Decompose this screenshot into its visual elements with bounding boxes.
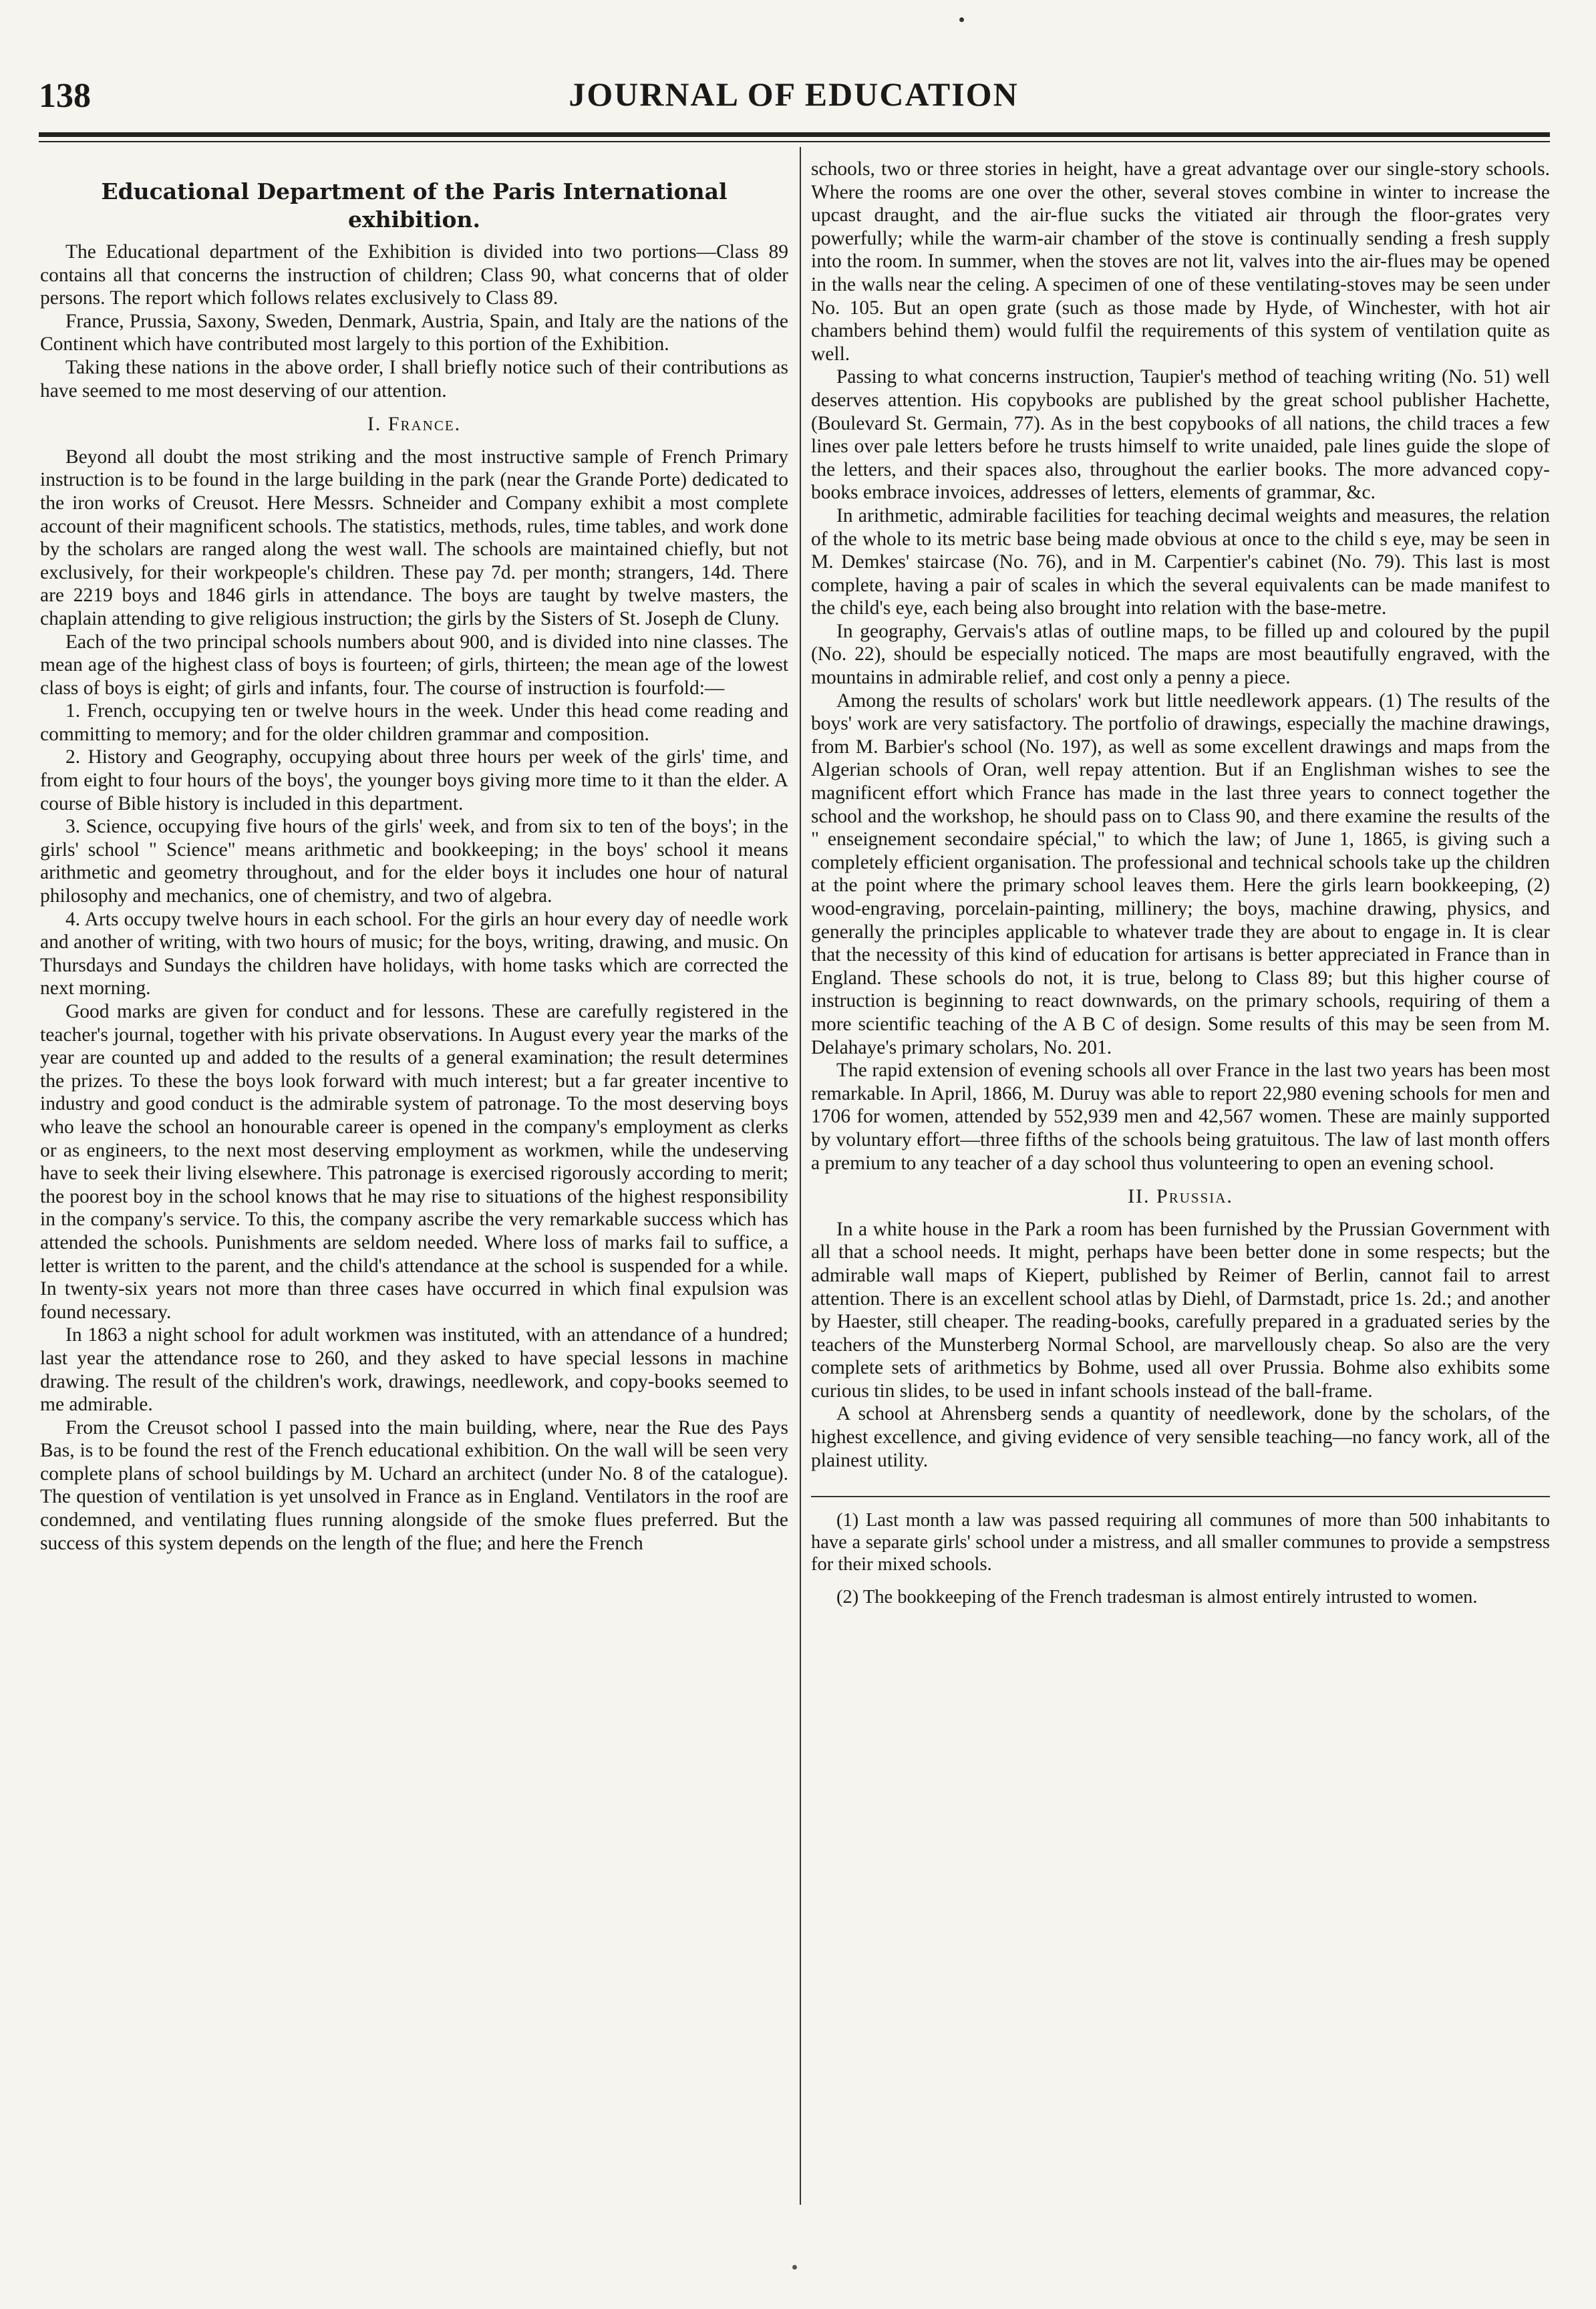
paragraph: Taking these nations in the above order, I shall briefly notice such of their contributions as have seemed to me most deserving of our attention. [40,356,788,402]
footnote: (1) Last month a law was passed requiring all communes of more than 500 inhabitants to have a separate girls' school under a mistress, and all smaller communes to provide a sempstress for their mixed schools. [811,1510,1550,1575]
paragraph: In a white house in the Park a room has been furnished by the Prussian Government with all that a school needs. It might, perhaps have been better done in some respects; but the admirable wall maps of Kiepert, published by Reimer of Berlin, cannot fail to arrest attention. There is an excellent school atlas by Diehl, of Darmstadt, price 1s. 2d.; and another by Haester, still cheaper. The reading-books, carefully prepared in a graduated series by the teachers of the Munsterberg Normal School, are marvellously cheap. So also are the very complete sets of arithmetics by Bohme, used all over Prussia. Bohme also exhibits some curious tin slides, to be used in infant schools instead of the ball-frame. [811,1218,1550,1402]
section-heading-france: I. France. [367,413,462,436]
paragraph: The rapid extension of evening schools all over France in the last two years has been most remarkable. In April, 1866, M. Duruy was able to report 22,980 evening schools for men and 1706 for women, attended by 552,939 men and 42,567 women. These are mainly supported by voluntary effort—three fifths of the schools being gratuitous. The law of last month offers a premium to any teacher of a day school thus volunteering to open an evening school. [811,1060,1550,1174]
paragraph: Among the results of scholars' work but little needlework appears. (1) The results of the boys' work are very satisfactory. The portfolio of drawings, especially the machine drawings, from M. Barbier's school (No. 197), as well as some excellent drawings and maps from the Algerian schools of Oran, well repay attention. But if an Englishman wishes to see the magnificent effort which France has made in the last three years to connect together the school and the workshop, he should pass on to Class 90, and there examine the results of the " enseignement secondaire spécial," to which the law; of June 1, 1865, is giving such a completely efficient organisation. The professional and technical schools take up the children at the point where the primary school leaves them. Here the girls learn bookkeeping, (2) wood-engraving, porcelain-painting, millinery; the boys, machine drawing, physics, and generally the principles applicable to whatever trade they are about to engage in. It is clear that the necessity of this kind of education for artisans is better appreciated in France than in England. These schools do not, it is true, belong to Class 89; but this higher course of instruction is beginning to react downwards, on the primary schools, requiring of them a more scientific teaching of the A B C of design. Some results of this may be seen from M. Delahaye's primary scholars, No. 201. [811,689,1550,1058]
paragraph: In geography, Gervais's atlas of outline maps, to be filled up and coloured by the pupil (No. 22), should be especially noticed. The maps are most beautifully engraved, with the mountains in admirable relief, and cost only a penny a piece. [811,620,1550,689]
right-column [811,158,1550,1619]
paragraph: From the Creusot school I passed into the main building, where, near the Rue des Pays Bas, is to be found the rest of the French educational exhibition. On the wall will be seen very complete plans of school buildings by M. Uchard an architect (under No. 8 of the catalogue). The question of ventilation is yet unsolved in France as in England. Ventilators in the roof are condemned, and ventilating flues running alongside of the smoke flues preferred. But the success of this system depends on the length of the flue; and here the French [40,1416,788,1554]
paragraph: Each of the two principal schools numbers about 900, and is divided into nine classes. The mean age of the highest class of boys is fourteen; of girls, thirteen; the mean age of the lowest class of boys is eight; of girls and infants, four. The course of instruction is fourfold:— [40,631,788,699]
paragraph: 1. French, occupying ten or twelve hours in the week. Under this head come reading and committing to memory; and for the older children grammar and composition. [40,700,788,745]
article-title: Educational Department of the Paris International exhibition. [101,178,728,233]
paragraph: Beyond all doubt the most striking and the most instructive sample of French Primary instruction is to be found in the large building in the park (near the Grande Porte) dedicated to the iron works of Creusot. Here Messrs. Schneider and Company exhibit a most complete account of their magnificent schools. The statistics, methods, rules, time tables, and work done by the scholars are ranged along the west wall. The schools are maintained chiefly, but not exclusively, for their workpeople's children. These pay 7d. per month; strangers, 14d. There are 2219 boys and 1846 girls in attendance. The boys are taught by twelve masters, the chaplain attending to give religious instruction; the girls by the Sisters of St. Joseph de Cluny. [40,446,788,629]
paragraph: 2. History and Geography, occupying about three hours per week of the girls' time, and from eight to four hours of the boys', the younger boys giving more time to it than the elder. A course of Bible history is included in this department. [40,746,788,814]
paragraph: 4. Arts occupy twelve hours in each school. For the girls an hour every day of needle work and another of writing, with two hours of music; for the boys, writing, drawing, and music. On Thursdays and Sundays the children have holidays, with home tasks which are corrected the next morning. [40,908,788,999]
paragraph: 3. Science, occupying five hours of the girls' week, and from six to ten of the boys'; in the girls' school " Science" means arithmetic and bookkeeping; in the boys' school it means arithmetic and geometry throughout, and for the elder boys it includes one hour of natural philosophy and mechanics, one of chemistry, and two of algebra. [40,816,788,907]
paragraph: In arithmetic, admirable facilities for teaching decimal weights and measures, the relation of the whole to its metric base being made obvious at once to the child s eye, may be seen in M. Demkes' staircase (No. 76), and in M. Carpentier's cabinet (No. 79). This last is most complete, having a pair of scales in which the several equivalents can be made manifest to the child's eye, each being also brought into relation with the base-metre. [811,504,1550,619]
header-rule-thin [39,141,1550,142]
paragraph: A school at Ahrensberg sends a quantity of needlework, done by the scholars, of the highest excellence, and giving evidence of very sensible teaching—no fancy work, all of the plainest utility. [811,1403,1550,1471]
footnote-rule [811,1496,1550,1497]
running-title: JOURNAL OF EDUCATION [569,75,1019,113]
page-header [39,64,1549,118]
left-column [40,158,788,1555]
footnote: (2) The bookkeeping of the French tradesman is almost entirely intrusted to women. [836,1587,1478,1608]
print-speck [792,2265,797,2270]
paragraph: Good marks are given for conduct and for lessons. These are carefully registered in the teacher's journal, together with his private observations. In August every year the marks of the year are counted up and added to the results of a general examination; the result determines the prizes. To these the boys look forward with much interest; but a far greater incentive to industry and good conduct is the admirable system of patronage. To the most deserving boys who leave the school an honourable career is opened in the company's employment as clerks or as engineers, to the next most deserving employment as workmen, while the undeserving have to seek their living elsewhere. This patronage is exercised rigorously according to merit; the poorest boy in the school knows that he may rise to situations of the highest responsibility in the company's service. To this, the company ascribe the very remarkable success which has attended the schools. Punishments are seldom needed. Where loss of marks fail to suffice, a letter is written to the parent, and the child's attendance at the school is suspended for a while. In twenty-six years not more than three cases have occurred in which final expulsion was found necessary. [40,1001,788,1323]
paragraph: France, Prussia, Saxony, Sweden, Denmark, Austria, Spain, and Italy are the nations of the Continent which have contributed most largely to this portion of the Exhibition. [40,310,788,355]
paragraph: Passing to what concerns instruction, Taupier's method of teaching writing (No. 51) well deserves attention. His copybooks are published by the great school publisher Hachette, (Boulevard St. Germain, 77). As in the best copybooks of all nations, the child traces a few lines over pale letters before he trusts himself to write unaided, pale lines guide the slope of the letters, and their spaces also, throughout the earlier books. The more advanced copy-books embrace invoices, addresses of letters, elements of grammar, &c. [811,366,1550,504]
header-rule-thick [39,132,1550,137]
section-heading-prussia: II. Prussia. [1128,1185,1233,1208]
paragraph: The Educational department of the Exhibition is divided into two portions—Class 89 contains all that concerns the instruction of children; Class 90, what concerns that of older persons. The report which follows relates exclusively to Class 89. [40,241,788,309]
page-number: 138 [39,77,91,115]
print-speck [959,17,964,22]
paragraph: In 1863 a night school for adult workmen was instituted, with an attendance of a hundred; last year the attendance rose to 260, and they asked to have special lessons in machine drawing. The result of the children's work, drawings, needlework, and copy-books seemed to me admirable. [40,1324,788,1416]
column-divider [800,147,801,2205]
paragraph: schools, two or three stories in height, have a great advantage over our single-story schools. Where the rooms are one over the other, several stoves combine in winter to increase the upcast draught, and the air-flue sucks the vitiated air through the floor-grates very powerfully; while the warm-air chamber of the stove is continually sending a fresh supply into the room. In summer, when the stoves are not lit, valves into the air-flues may be opened in the walls near the celing. A specimen of one of these ventilating-stoves may be seen under No. 105. But an open grate (such as those made by Hyde, of Winchester, with hot air chambers behind them) would fulfil the requirements of this system of ventilation quite as well. [811,158,1550,365]
